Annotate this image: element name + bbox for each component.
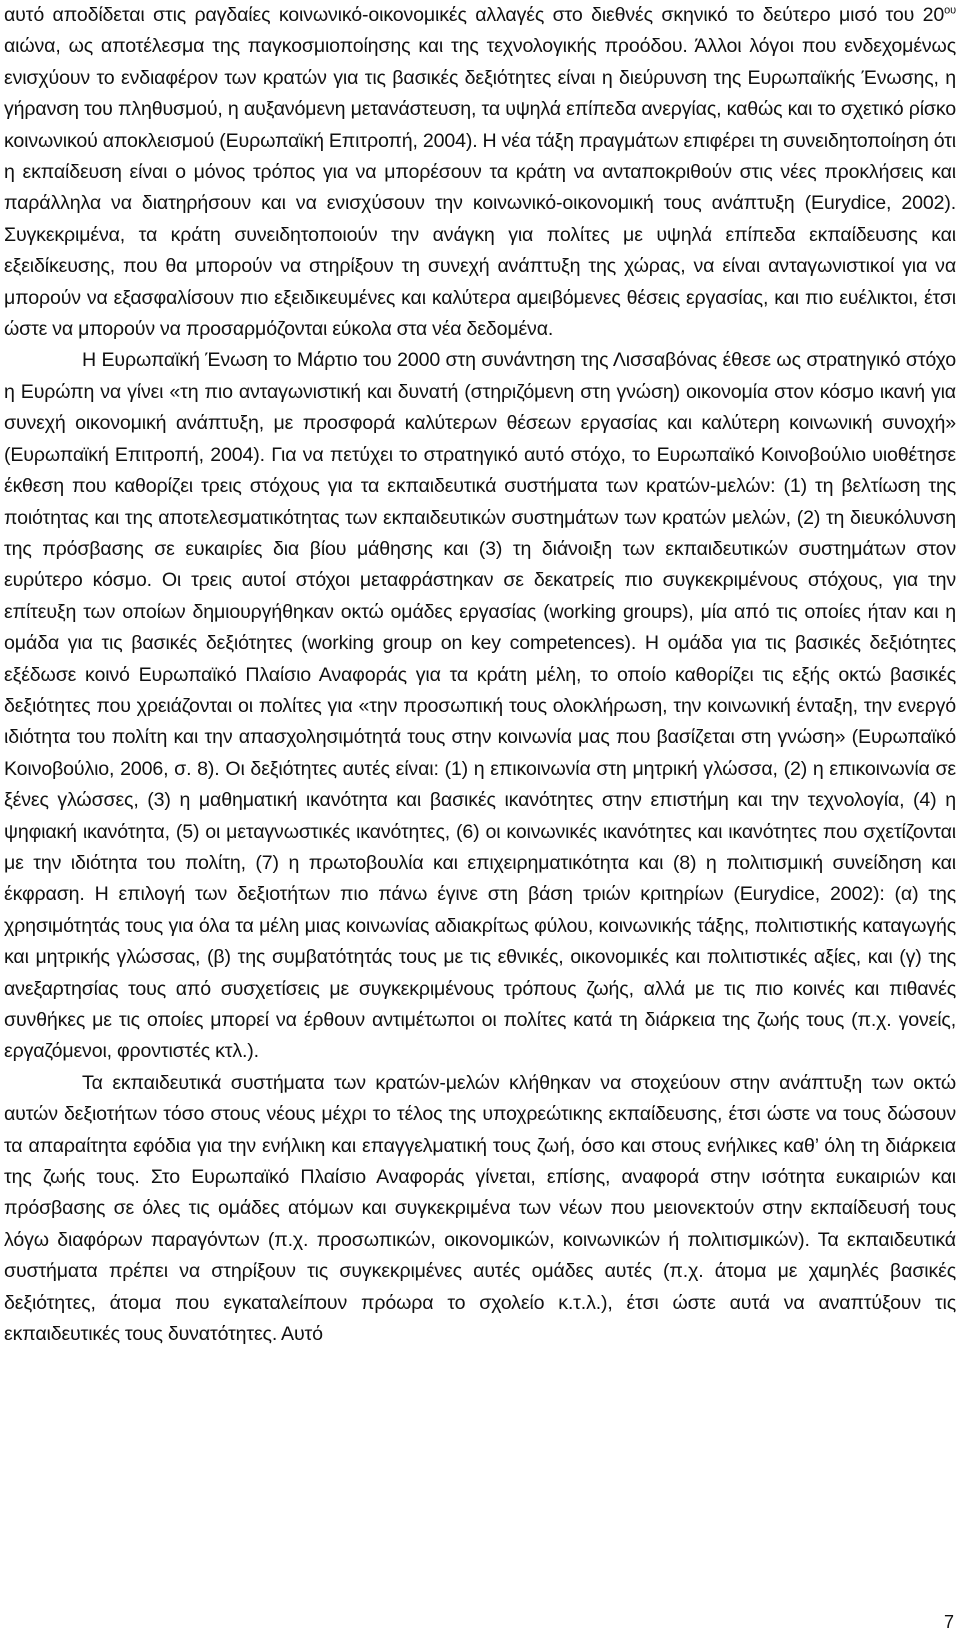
page-number: 7 xyxy=(943,1612,954,1632)
body-text xyxy=(4,0,956,1350)
paragraph-1-text-rest: αιώνα, ως αποτέλεσμα της παγκοσμιοποίησης και της τεχνολογικής προόδου. Άλλοι λόγοι που ενδεχομένως ενισχύουν το ενδιαφέρον των κρατών για τις βασικές δεξιότητες είναι η διεύρυνση της Ευρωπαϊκής Ένωσης, η γήρανση του πληθυσμού, η αυξανόμενη μετανάστευση, τα υψηλά επίπεδα ανεργίας, καθώς και το σχετικό ρίσκο κοινωνικού αποκλεισμού (Ευρωπαϊκή Επιτροπή, 2004). Η νέα τάξη πραγμάτων επιφέρει τη συνειδητοποίηση ότι η εκπαίδευση είναι ο μόνος τρόπος για να μπορέσουν τα κράτη να ανταποκριθούν στις νέες προκλήσεις και παράλληλα να διατηρήσουν και να ενισχύσουν την κοινωνικό-οικονομική τους ανάπτυξη (Eurydice, 2002). Συγκεκριμένα, τα κράτη συνειδητοποιούν την ανάγκη για πολίτες με υψηλά επίπεδα εκπαίδευσης και εξειδίκευσης, που θα μπορούν να στηρίξουν τη συνεχή ανάπτυξη της χώρας, να είναι ανταγωνιστικοί για να μπορούν να εξασφαλίσουν πιο εξειδικευμένες και καλύτερα αμειβόμενες θέσεις εργασίας, και πιο ευέλικτοι, έτσι ώστε να μπορούν να προσαρμόζονται εύκολα στα νέα δεδομένα. xyxy=(4,35,956,341)
paragraph-3: Τα εκπαιδευτικά συστήματα των κρατών-μελών κλήθηκαν να στοχεύουν στην ανάπτυξη των οκτώ αυτών δεξιοτήτων τόσο στους νέους μέχρι το τέλος της υποχρεώτικης εκπαίδευσης, έτσι ώστε να τους δώσουν τα απαραίτητα εφόδια για την ενήλικη και επαγγελματική τους ζωή, όσο και στους ενήλικες καθ’ όλη τη διάρκεια της ζωής τους. Στο Ευρωπαϊκό Πλαίσιο Αναφοράς γίνεται, επίσης, αναφορά στην ισότητα ευκαιριών και πρόσβασης σε όλες τις ομάδες ατόμων και συγκεκριμένα των νέων που μειονεκτούν στην εκπαίδευσή τους λόγω διαφόρων παραγόντων (π.χ. προσωπικών, οικονομικών, κοινωνικών ή πολιτισμικών). Τα εκπαιδευτικά συστήματα πρέπει να στηρίξουν τις συγκεκριμένες αυτές ομάδες αυτές (π.χ. άτομα με χαμηλές βασικές δεξιότητες, άτομα που εγκαταλείπουν πρόωρα το σχολείο κ.τ.λ.), έτσι ώστε αυτά να αναπτύξουν τις εκπαιδευτικές τους δυνατότητες. Αυτό xyxy=(4,1071,956,1346)
paragraph-2: Η Ευρωπαϊκή Ένωση το Μάρτιο του 2000 στη συνάντηση της Λισσαβόνας έθεσε ως στρατηγικό στόχο η Ευρώπη να γίνει «τη πιο ανταγωνιστική και δυνατή (στηριζόμενη στη γνώση) οικονομία στον κόσμο ικανή για συνεχή οικονομική ανάπτυξη, με προσφορά καλύτερων θέσεων εργασίας και καλύτερη κοινωνική συνοχή» (Ευρωπαϊκή Επιτροπή, 2004). Για να πετύχει το στρατηγικό αυτό στόχο, το Ευρωπαϊκό Κοινοβούλιο υιοθέτησε έκθεση που καθορίζει τρεις στόχους για τα εκπαιδευτικά συστήματα των κρατών-μελών: (1) τη βελτίωση της ποιότητας και της αποτελεσματικότητας των εκπαιδευτικών συστημάτων των κρατών μελών, (2) τη διευκόλυνση της πρόσβασης σε ευκαιρίες δια βίου μάθησης και (3) τη διάνοιξη των εκπαιδευτικών συστημάτων στον ευρύτερο κόσμο. Οι τρεις αυτοί στόχοι μεταφράστηκαν σε δεκατρείς πιο συγκεκριμένους στόχους, για την επίτευξη των οποίων δημιουργήθηκαν οκτώ ομάδες εργασίας (working groups), μία από τις οποίες ήταν και η ομάδα για τις βασικές δεξιότητες (working group on key competences). Η ομάδα για τις βασικές δεξιότητες εξέδωσε κοινό Ευρωπαϊκό Πλαίσιο Αναφοράς για τα κράτη μέλη, το οποίο καθορίζει τις εξής οκτώ βασικές δεξιότητες που χρειάζονται οι πολίτες για «την προσωπική τους ολοκλήρωση, την κοινωνική ένταξη, την ενεργό ιδιότητα του πολίτη και την απασχολησιμότητά τους στην κοινωνία μας που βασίζεται στη γνώση» (Ευρωπαϊκό Κοινοβούλιο, 2006, σ. 8). Οι δεξιότητες αυτές είναι: (1) η επικοινωνία στη μητρική γλώσσα, (2) η επικοινωνία σε ξένες γλώσσες, (3) η μαθηματική ικανότητα και βασικές ικανότητες στην επιστήμη και την τεχνολογία, (4) η ψηφιακή ικανότητα, (5) οι μεταγνωστικές ικανότητες, (6) οι κοινωνικές ικανότητες και ικανότητες που σχετίζονται με την ιδιότητα του πολίτη, (7) η πρωτοβουλία και επιχειρηματικότητα και (8) η πολιτισμική συνείδηση και έκφραση. Η επιλογή των δεξιοτήτων πιο πάνω έγινε στη βάση τριών κριτηρίων (Eurydice, 2002): (α) της χρησιμότητάς τους για όλα τα μέλη μιας κοινωνίας αδιακρίτως φύλου, κοινωνικής τάξης, πολιτιστικής καταγωγής και μητρικής γλώσσας, (β) της συμβατότητάς τους με τις εθνικές, οικονομικές και πολιτιστικές αξίες, και (γ) της ανεξαρτησίας τους από συσχετίσεις με συγκεκριμένους τρόπους ζωής, αλλά με τις πιο κοινές και πιθανές συνθήκες με τις οποίες μπορεί να έρθουν αντιμέτωποι οι πολίτες κατά τη διάρκεια της ζωής τους (π.χ. γονείς, εργαζόμενοι, φροντιστές κτλ.). xyxy=(4,349,956,1063)
paragraph-1-text-start: αυτό αποδίδεται στις ραγδαίες κοινωνικό-οικονομικές αλλαγές στο διεθνές σκηνικό το δεύτερο μισό του 20 xyxy=(4,4,945,26)
superscript-ou: ου xyxy=(944,4,956,17)
paragraph-1 xyxy=(4,0,956,345)
